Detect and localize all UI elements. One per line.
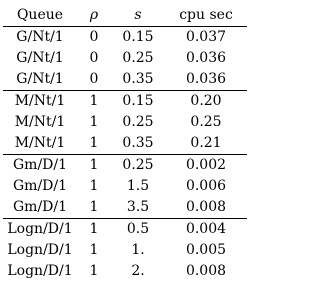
table-row (3, 112, 247, 133)
cell-s: 0.25 (122, 114, 154, 130)
cell-queue: M/Nt/1 (3, 133, 77, 155)
cell-queue: M/Nt/1 (14, 114, 66, 130)
header-row (3, 4, 247, 27)
cell-s: 0.15 (122, 29, 154, 45)
cell-s: 0.35 (111, 133, 165, 155)
cell-queue: M/Nt/1 (14, 93, 66, 109)
cell-cpu: 0.004 (185, 221, 227, 237)
cell-s: 0.15 (122, 93, 154, 109)
table-row (3, 91, 247, 113)
cell-cpu: 0.21 (165, 133, 247, 155)
header-queue: Queue (3, 4, 77, 27)
queue-results-table (3, 4, 247, 282)
cell-cpu: 0.036 (185, 50, 227, 66)
cell-queue: Logn/D/1 (7, 263, 73, 279)
table-row (3, 133, 247, 155)
cell-s: 0.5 (126, 221, 150, 237)
header-rho: ρ (77, 4, 111, 27)
cell-rho: 1 (89, 178, 99, 194)
cell-cpu: 0.005 (185, 242, 227, 258)
cell-cpu: 0.002 (185, 157, 227, 173)
cell-rho: 0 (89, 50, 99, 66)
table-row (3, 155, 247, 177)
cell-queue: Logn/D/1 (7, 221, 73, 237)
cell-rho: 1 (89, 93, 99, 109)
cell-cpu: 0.008 (185, 263, 227, 279)
cell-s: 2. (131, 263, 145, 279)
table-row (3, 197, 247, 219)
cell-s: 1.5 (126, 178, 150, 194)
table-row (3, 176, 247, 197)
header-cpu-sec: cpu sec (165, 4, 247, 27)
cell-s: 0.25 (122, 157, 154, 173)
cell-queue: Logn/D/1 (7, 242, 73, 258)
cell-queue: G/Nt/1 (3, 69, 77, 91)
cell-cpu: 0.037 (185, 29, 227, 45)
cell-rho: 1 (89, 221, 99, 237)
cell-queue: Gm/D/1 (3, 197, 77, 219)
cell-queue: G/Nt/1 (16, 29, 64, 45)
table-row (3, 219, 247, 241)
cell-cpu: 0.25 (190, 114, 222, 130)
cell-rho: 0 (89, 29, 99, 45)
cell-s: 3.5 (111, 197, 165, 219)
table-row (3, 240, 247, 261)
cell-queue: Gm/D/1 (12, 178, 68, 194)
table-row (3, 27, 247, 49)
cell-queue: G/Nt/1 (16, 50, 64, 66)
cell-s: 0.25 (122, 50, 154, 66)
cell-rho: 1 (89, 157, 99, 173)
table-row (3, 261, 247, 282)
cell-rho: 1 (77, 197, 111, 219)
cell-cpu: 0.20 (190, 93, 222, 109)
table-row (3, 48, 247, 69)
cell-rho: 1 (77, 133, 111, 155)
table-header (3, 4, 247, 27)
cell-cpu: 0.006 (185, 178, 227, 194)
cell-s: 1. (131, 242, 145, 258)
cell-queue: Gm/D/1 (12, 157, 68, 173)
cell-rho: 0 (77, 69, 111, 91)
cell-cpu: 0.008 (165, 197, 247, 219)
table-row (3, 69, 247, 91)
cell-rho: 1 (89, 114, 99, 130)
table-body (3, 27, 247, 283)
cell-cpu: 0.036 (165, 69, 247, 91)
cell-rho: 1 (89, 242, 99, 258)
cell-rho: 1 (89, 263, 99, 279)
cell-s: 0.35 (111, 69, 165, 91)
header-s: s (111, 4, 165, 27)
